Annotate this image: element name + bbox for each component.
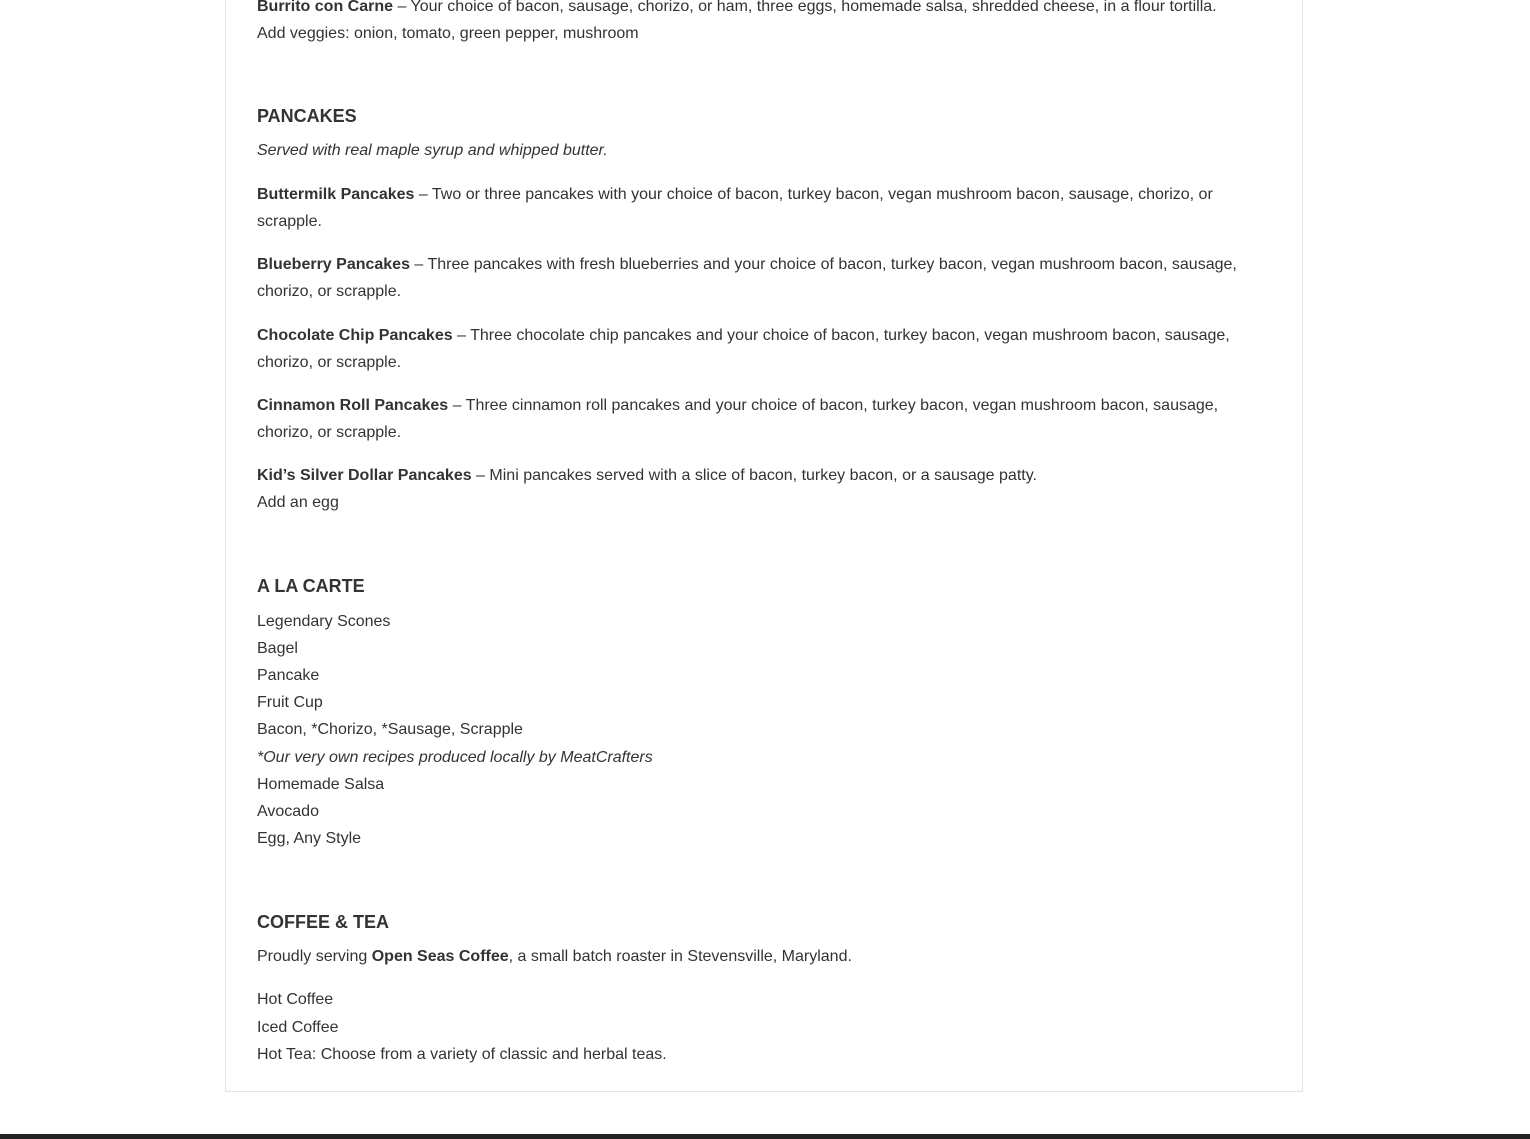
alacarte-item: Legendary Scones bbox=[257, 613, 391, 630]
pancake-item-chocolate-chip bbox=[257, 322, 1267, 376]
pancake-item-silver-dollar bbox=[257, 462, 1267, 516]
pancake-name: Kid’s Silver Dollar Pancakes bbox=[257, 467, 472, 484]
pancakes-note: Served with real maple syrup and whipped butter. bbox=[257, 142, 608, 159]
pancake-addon: Add an egg bbox=[257, 494, 339, 511]
alacarte-item: Egg, Any Style bbox=[257, 830, 362, 847]
coffee-item: Hot Coffee bbox=[257, 991, 334, 1008]
pancake-item-buttermilk bbox=[257, 181, 1267, 235]
alacarte-item: Pancake bbox=[257, 667, 320, 684]
burrito-addon: Add veggies: onion, tomato, green pepper, mushroom bbox=[257, 25, 639, 42]
burrito-name: Burrito con Carne bbox=[257, 0, 394, 15]
coffee-intro-pre: Proudly serving bbox=[257, 948, 372, 965]
pancake-name: Chocolate Chip Pancakes bbox=[257, 327, 453, 344]
coffee-item: Hot Tea: Choose from a variety of classic and herbal teas. bbox=[257, 1046, 667, 1063]
pancake-desc: – Mini pancakes served with a slice of bacon, turkey bacon, or a sausage patty. bbox=[471, 467, 1037, 484]
pancake-name: Cinnamon Roll Pancakes bbox=[257, 397, 449, 414]
alacarte-item: Bagel bbox=[257, 640, 298, 657]
pancake-item-blueberry bbox=[257, 251, 1267, 305]
pancake-desc: – Three chocolate chip pancakes and your choice of bacon, turkey bacon, vegan mushroom bacon, sausage, chorizo, or scrapple. bbox=[257, 327, 1230, 371]
burrito-desc: – Your choice of bacon, sausage, chorizo, or ham, three eggs, homemade salsa, shredded cheese, in a flour tortilla. bbox=[393, 0, 1217, 15]
pancake-item-cinnamon-roll bbox=[257, 392, 1267, 446]
pancake-desc: – Three cinnamon roll pancakes and your choice of bacon, turkey bacon, vegan mushroom bacon, sausage, chorizo, or scrapple. bbox=[257, 397, 1219, 441]
pancake-name: Buttermilk Pancakes bbox=[257, 186, 415, 203]
coffee-intro bbox=[257, 943, 852, 970]
alacarte-title: A LA CARTE bbox=[257, 576, 365, 596]
pancake-desc: – Two or three pancakes with your choice of bacon, turkey bacon, vegan mushroom bacon, sausage, chorizo, or scrapple. bbox=[257, 186, 1213, 230]
coffee-brand: Open Seas Coffee bbox=[371, 948, 509, 965]
coffee-intro-post: , a small batch roaster in Stevensville, Maryland. bbox=[508, 948, 852, 965]
pancakes-title: PANCAKES bbox=[257, 106, 357, 126]
pancake-name: Blueberry Pancakes bbox=[257, 256, 410, 273]
alacarte-item: Avocado bbox=[257, 803, 319, 820]
pancake-desc: – Three pancakes with fresh blueberries and your choice of bacon, turkey bacon, vegan mushroom bacon, sausage, chorizo, or scrapple. bbox=[257, 256, 1237, 300]
burrito-item bbox=[257, 0, 1267, 47]
coffee-item: Iced Coffee bbox=[257, 1019, 339, 1036]
alacarte-item: Bacon, *Chorizo, *Sausage, Scrapple bbox=[257, 721, 523, 738]
coffee-title: COFFEE & TEA bbox=[257, 912, 390, 932]
alacarte-item: Homemade Salsa bbox=[257, 776, 385, 793]
alacarte-note: *Our very own recipes produced locally by MeatCrafters bbox=[257, 749, 653, 766]
alacarte-item: Fruit Cup bbox=[257, 694, 323, 711]
footer-bar bbox=[0, 1134, 1530, 1139]
